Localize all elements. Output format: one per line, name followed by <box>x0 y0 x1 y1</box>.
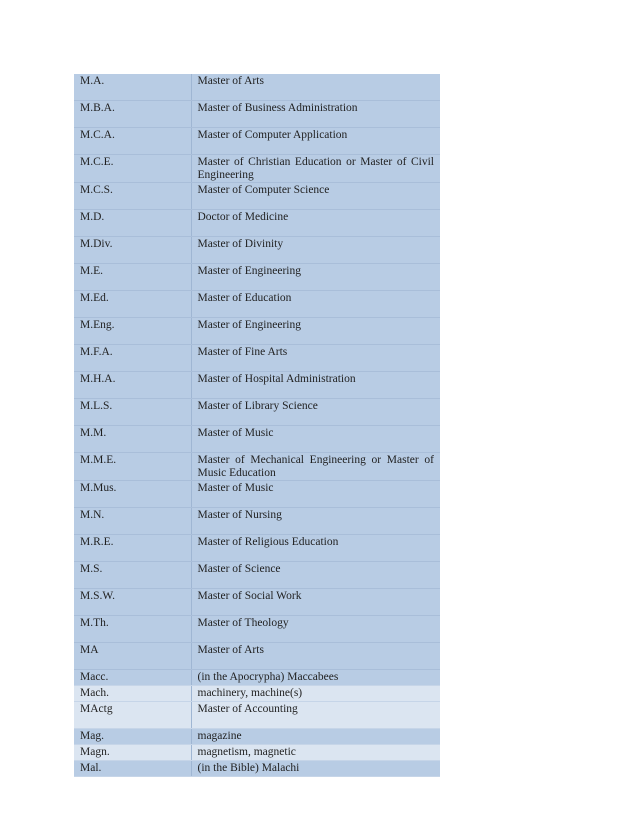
meaning-cell: magnetism, magnetic <box>191 745 440 761</box>
table-row <box>74 670 440 686</box>
table-row <box>74 453 440 481</box>
abbreviation-cell: M.C.A. <box>74 128 191 155</box>
abbreviation-cell: Macc. <box>74 670 191 686</box>
meaning-cell: Master of Nursing <box>191 508 440 535</box>
table-row <box>74 183 440 210</box>
table-row <box>74 399 440 426</box>
table-row <box>74 643 440 670</box>
table-row <box>74 291 440 318</box>
table-row <box>74 101 440 128</box>
meaning-cell: Master of Business Administration <box>191 101 440 128</box>
meaning-cell: Master of Engineering <box>191 264 440 291</box>
abbreviation-cell: Magn. <box>74 745 191 761</box>
abbreviation-cell: M.Eng. <box>74 318 191 345</box>
meaning-cell: Master of Hospital Administration <box>191 372 440 399</box>
table-row <box>74 372 440 399</box>
table-row <box>74 345 440 372</box>
table-row <box>74 128 440 155</box>
table-row <box>74 318 440 345</box>
table-row <box>74 729 440 745</box>
table-row <box>74 508 440 535</box>
abbreviation-cell: M.Mus. <box>74 481 191 508</box>
meaning-cell: Master of Mechanical Engineering or Master of Music Education <box>191 453 440 481</box>
abbreviation-cell: M.S.W. <box>74 589 191 616</box>
meaning-cell: Master of Engineering <box>191 318 440 345</box>
meaning-cell: Master of Divinity <box>191 237 440 264</box>
meaning-cell: Master of Theology <box>191 616 440 643</box>
abbreviation-cell: MActg <box>74 702 191 729</box>
meaning-cell: Master of Arts <box>191 74 440 101</box>
meaning-cell: Master of Religious Education <box>191 535 440 562</box>
abbreviation-cell: M.R.E. <box>74 535 191 562</box>
meaning-cell: Master of Computer Application <box>191 128 440 155</box>
table-row <box>74 702 440 729</box>
abbreviation-cell: M.H.A. <box>74 372 191 399</box>
meaning-cell: Master of Music <box>191 426 440 453</box>
table-row <box>74 155 440 183</box>
meaning-cell: (in the Bible) Malachi <box>191 761 440 777</box>
table-row <box>74 237 440 264</box>
abbreviation-cell: Mag. <box>74 729 191 745</box>
abbreviation-table <box>74 74 440 777</box>
abbreviation-cell: Mal. <box>74 761 191 777</box>
table-row <box>74 616 440 643</box>
table-row <box>74 562 440 589</box>
meaning-cell: Master of Christian Education or Master of Civil Engineering <box>191 155 440 183</box>
meaning-cell: magazine <box>191 729 440 745</box>
abbreviation-cell: M.M. <box>74 426 191 453</box>
abbreviation-cell: M.A. <box>74 74 191 101</box>
abbreviation-cell: M.B.A. <box>74 101 191 128</box>
abbreviation-cell: M.C.S. <box>74 183 191 210</box>
abbreviation-cell: M.E. <box>74 264 191 291</box>
meaning-cell: Master of Accounting <box>191 702 440 729</box>
table-row <box>74 761 440 777</box>
abbreviation-cell: M.Ed. <box>74 291 191 318</box>
meaning-cell: Master of Library Science <box>191 399 440 426</box>
abbreviation-cell: M.L.S. <box>74 399 191 426</box>
meaning-cell: Master of Education <box>191 291 440 318</box>
abbreviation-cell: M.N. <box>74 508 191 535</box>
meaning-cell: Master of Social Work <box>191 589 440 616</box>
abbreviation-cell: M.D. <box>74 210 191 237</box>
abbreviation-cell: M.C.E. <box>74 155 191 183</box>
table-row <box>74 264 440 291</box>
abbreviation-cell: M.Div. <box>74 237 191 264</box>
table-row <box>74 210 440 237</box>
meaning-cell: Master of Arts <box>191 643 440 670</box>
table-row <box>74 535 440 562</box>
meaning-cell: Master of Science <box>191 562 440 589</box>
table-row <box>74 74 440 101</box>
meaning-cell: Master of Fine Arts <box>191 345 440 372</box>
meaning-cell: Master of Computer Science <box>191 183 440 210</box>
abbreviation-cell: M.S. <box>74 562 191 589</box>
table-row <box>74 686 440 702</box>
table-row <box>74 745 440 761</box>
meaning-cell: machinery, machine(s) <box>191 686 440 702</box>
meaning-cell: (in the Apocrypha) Maccabees <box>191 670 440 686</box>
abbreviation-cell: MA <box>74 643 191 670</box>
abbreviation-cell: M.F.A. <box>74 345 191 372</box>
table-row <box>74 426 440 453</box>
table-row <box>74 589 440 616</box>
meaning-cell: Doctor of Medicine <box>191 210 440 237</box>
abbreviation-cell: M.Th. <box>74 616 191 643</box>
abbreviation-cell: Mach. <box>74 686 191 702</box>
abbreviation-cell: M.M.E. <box>74 453 191 481</box>
table-row <box>74 481 440 508</box>
abbreviation-table-body <box>74 74 440 777</box>
meaning-cell: Master of Music <box>191 481 440 508</box>
